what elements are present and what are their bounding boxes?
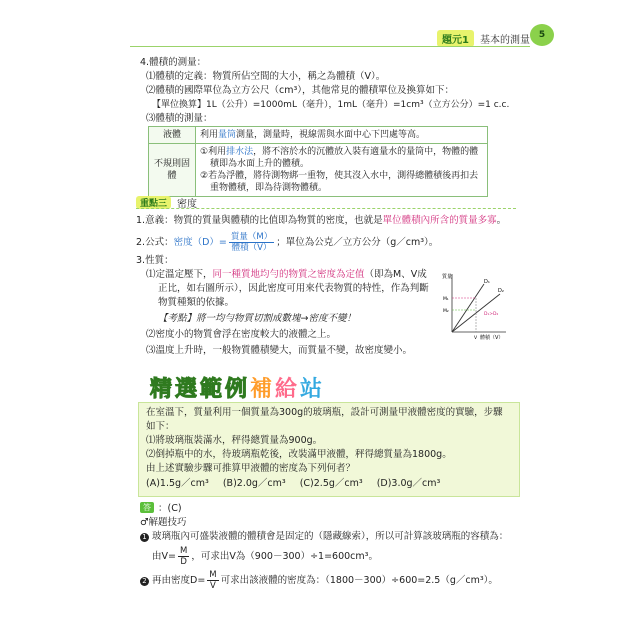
density-formula: 2.公式：密度（D）= $\frac{\text{質量（M）}}{\text{體積（V）}}$ ；單位為公克／立方公分（g／cm³）。 — [136, 232, 439, 253]
answer-value: ：(C) — [158, 503, 182, 514]
step-1-icon: 1 — [140, 533, 149, 542]
option-c: (C)2.5g／cm³ — [299, 478, 363, 489]
solution-step-1-calc: 由V= $\frac{M}{D}$ ，可求出V為（900－300）÷1=600cm³。 — [152, 546, 378, 567]
option-d: (D)3.0g／cm³ — [376, 478, 441, 489]
property-2: ⑵密度小的物質會浮在密度較大的液體之上。 — [146, 329, 337, 340]
line-d1 — [452, 284, 484, 332]
solution-heading: ♂解題技巧 — [140, 517, 187, 528]
question-step-1: ⑴將玻璃瓶裝滿水，秤得總質量為900g。 — [146, 435, 323, 446]
graph-ylabel: 質量 — [442, 274, 453, 280]
graph-d2: D₂ — [498, 288, 504, 294]
option-b: (B)2.0g／cm³ — [222, 478, 286, 489]
graph-v: V — [474, 336, 478, 340]
question-prompt: 由上述實驗步驟可推算甲液體的密度為下列何者？ — [146, 463, 356, 474]
solution-step-2: 2 再由密度D= $\frac{M}{V}$ 可求出該液體的密度為：（1800－300）÷600=2.5（g／cm³）。 — [140, 570, 525, 591]
mass-volume-graph — [440, 270, 510, 340]
section-title: 密度 — [177, 199, 198, 210]
property-1b: 正比，如右圖所示），因此密度可用來代表物質的特性，作為判斷 — [158, 283, 429, 294]
density-properties-heading: 3.性質： — [136, 255, 174, 266]
graph-m2: M₂ — [443, 309, 449, 314]
table-value-liquid: 利用量筒測量，測量時，視線需與水面中心下凹處等高。 — [196, 127, 488, 144]
property-1c: 物質種類的依據。 — [158, 297, 235, 308]
header-divider — [130, 46, 530, 47]
unit-conversion: 【單位換算】1L（公升）=1000mL（毫升），1mL（毫升）=1cm³（立方公分）=1 c.c. — [152, 100, 510, 110]
table-key-irregular-solid: 不規則固體 — [149, 144, 196, 197]
option-a: (A)1.5g／cm³ — [146, 478, 209, 489]
table-key-liquid: 液體 — [149, 127, 196, 144]
volume-definition: ⑴體積的定義：物質所佔空間的大小，稱之為體積（V）。 — [146, 71, 386, 82]
page-number: 5 — [538, 30, 546, 40]
volume-measure-table — [148, 126, 488, 197]
exam-tip: 【考點】將一均勻物質切割成數塊→密度不變！ — [158, 313, 356, 324]
example-banner: 精選範例補給站 — [150, 377, 326, 402]
volume-measure-heading: ⑶體積的測量： — [146, 113, 213, 124]
property-3: ⑶溫度上升時，一般物質體積變大，而質量不變，故密度變小。 — [146, 345, 413, 356]
volume-heading: 4.體積的測量： — [140, 57, 207, 68]
step-2-icon: 2 — [140, 577, 149, 586]
graph-xlabel: 體積（V） — [480, 335, 504, 340]
question-line-1: 在室溫下，質量利用一個質量為300g的玻璃瓶，設計可測量甲液體密度的實驗，步驟 — [146, 407, 503, 418]
density-meaning: 1.意義：物質的質量與體積的比值即為物質的密度，也就是單位體積內所含的質量多寡。 — [136, 215, 507, 226]
section-badge: 重點三 — [136, 196, 171, 209]
frog-page-number-icon — [530, 24, 554, 46]
question-step-2: ⑵倒掉瓶中的水，待玻璃瓶乾後，改裝滿甲液體，秤得總質量為1800g。 — [146, 449, 452, 460]
graph-comparison: D₁>D₂ — [484, 312, 499, 317]
solution-step-1: 1 玻璃瓶內可盛裝液體的體積會是固定的（隱藏線索），所以可計算該玻璃瓶的容積為： — [140, 530, 525, 544]
graph-d1: D₁ — [484, 279, 490, 285]
graph-m1: M₁ — [443, 297, 449, 302]
answer-row — [140, 500, 182, 514]
property-1a: ⑴定溫定壓下，同一種質地均勻的物質之密度為定值（即為M、V成 — [146, 269, 427, 280]
volume-unit: ⑵體積的國際單位為立方公尺（cm³），其他常見的體積單位及換算如下： — [146, 85, 455, 96]
chapter-badge: 題元1 — [437, 30, 474, 47]
chapter-title: 基本的測量 — [480, 35, 530, 46]
page-header — [437, 30, 530, 47]
question-line-2: 如下： — [146, 421, 175, 432]
answer-badge: 答 — [140, 502, 154, 513]
section-divider — [136, 208, 516, 209]
answer-options — [146, 477, 516, 491]
table-value-irregular-solid: ①利用排水法，將不溶於水的沉體放入裝有適量水的量筒中，物體的體 積即為水面上升的體積。 ②若為浮體，將待測物綁一重物，使其沒入水中，測得總體積後再扣去 重物體積，即為待測物體積。 — [196, 144, 488, 197]
